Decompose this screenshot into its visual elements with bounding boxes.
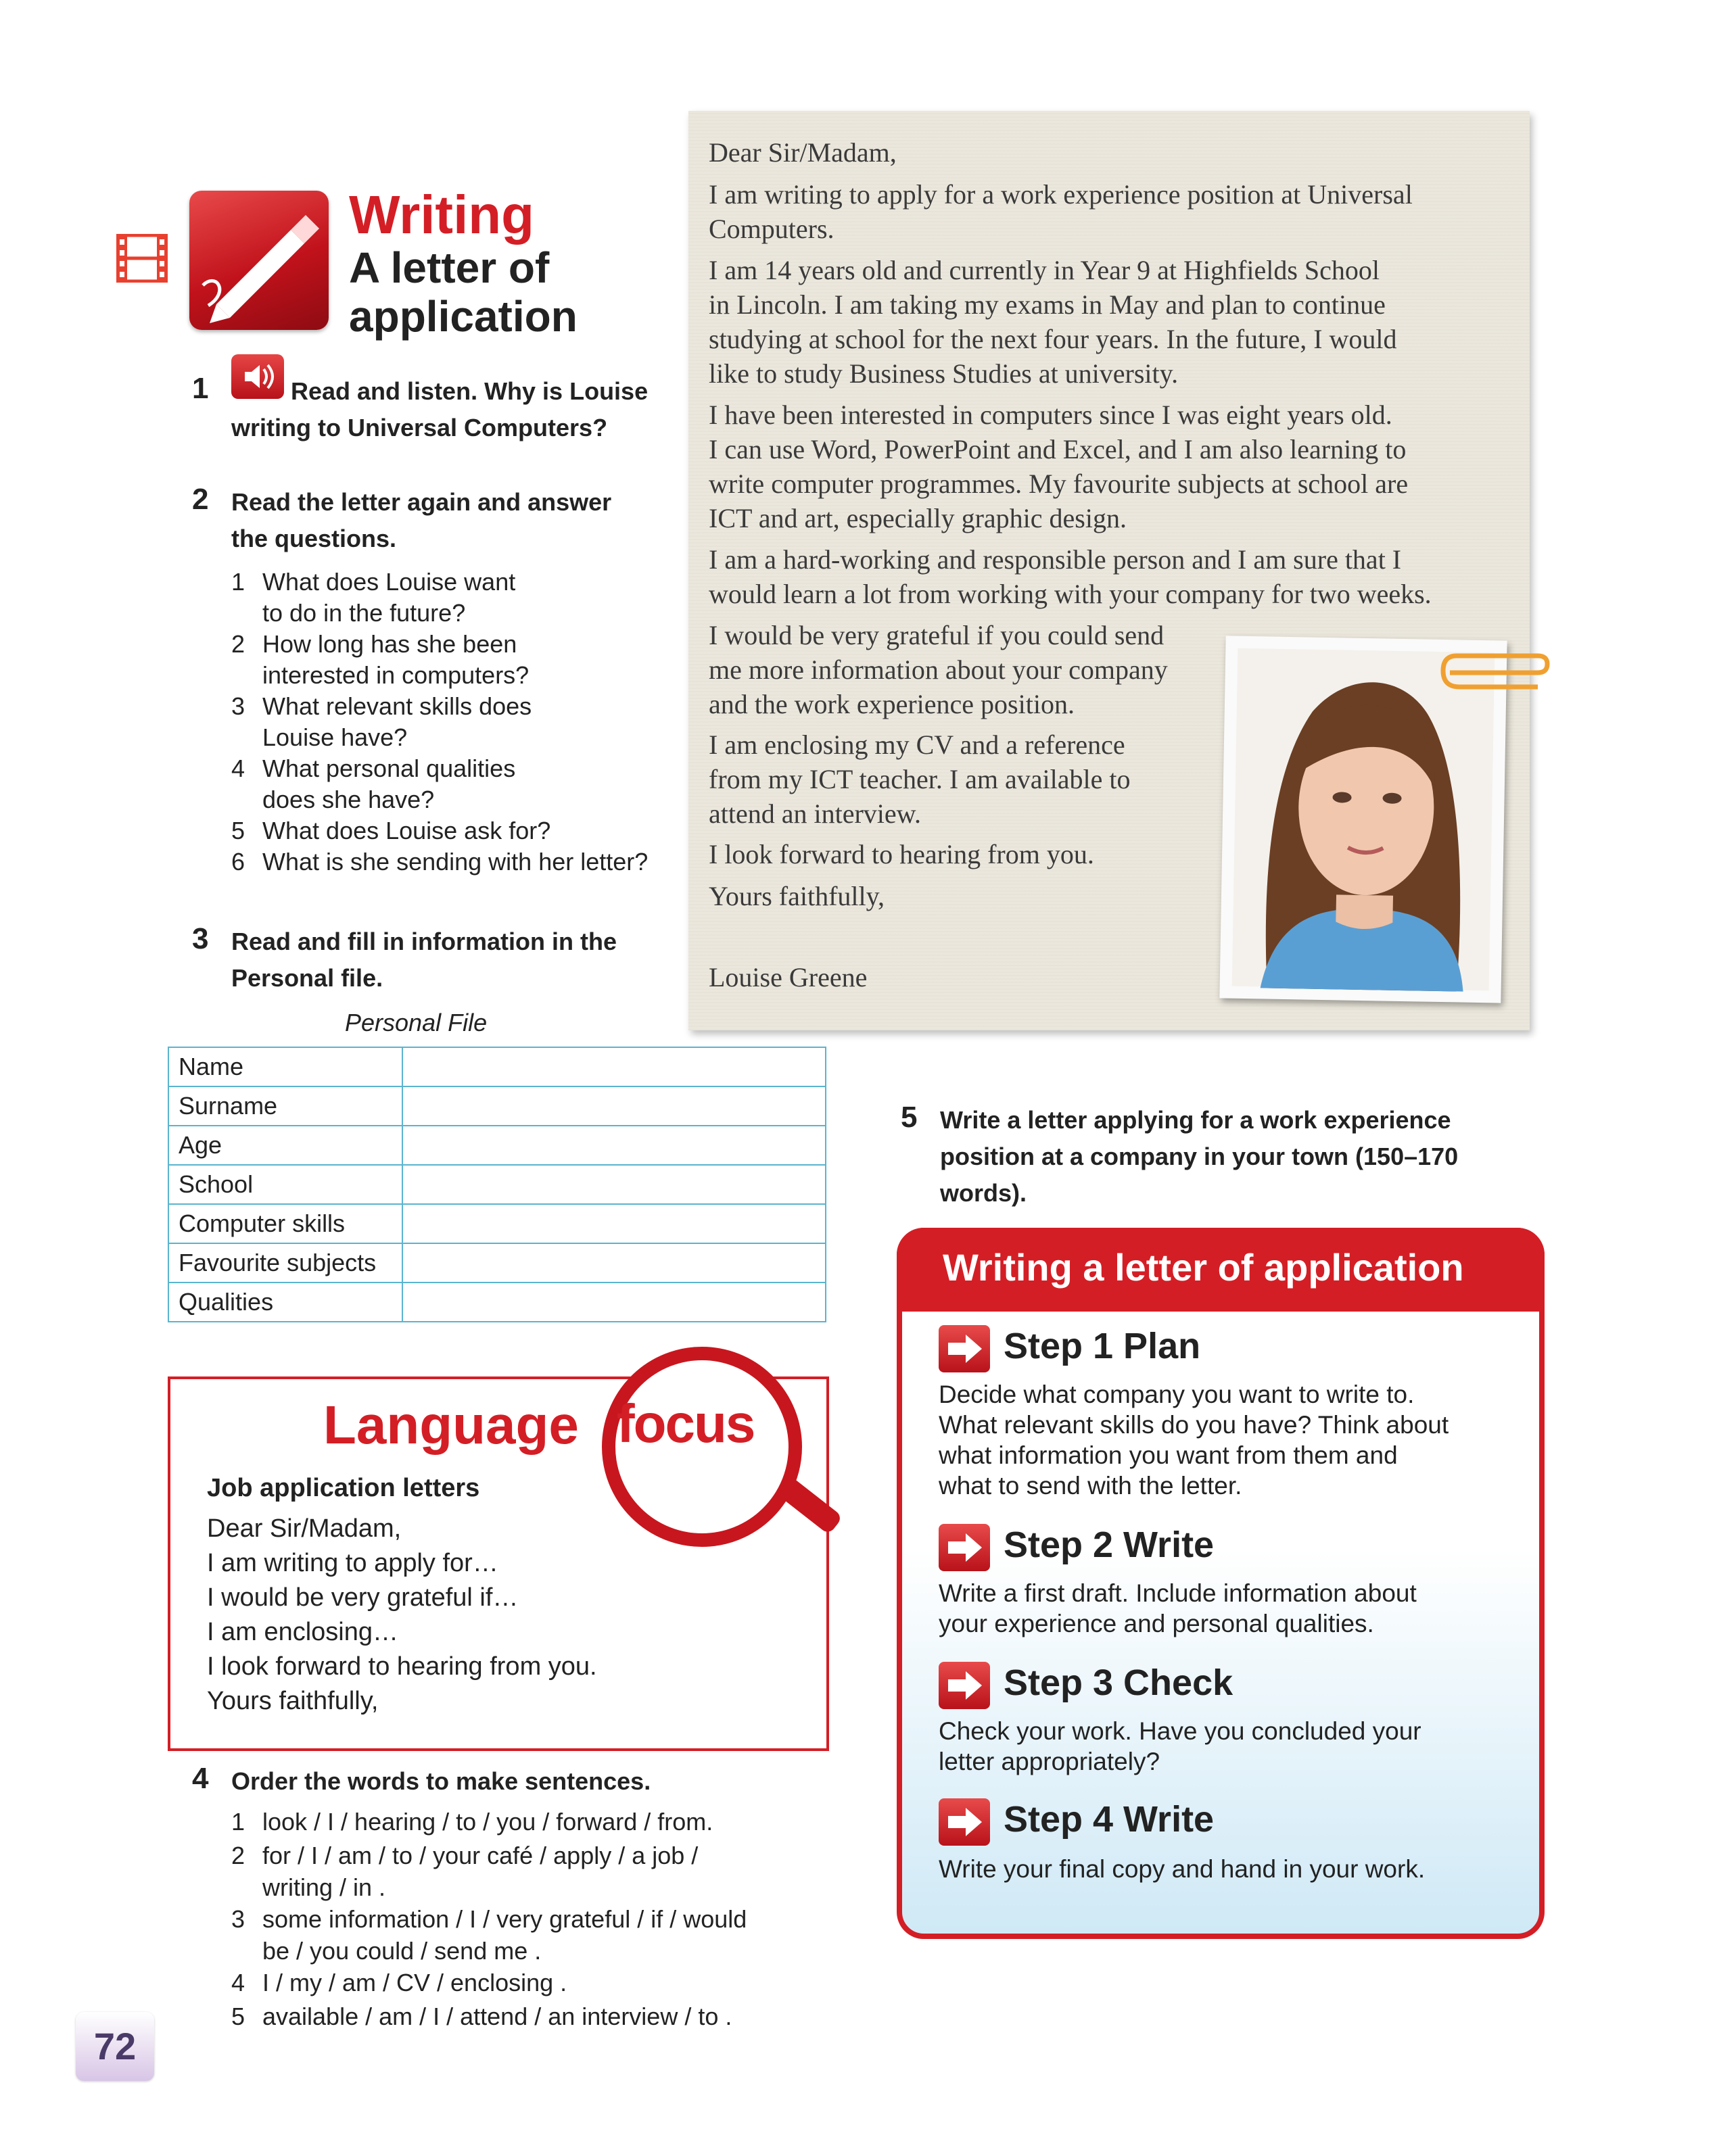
exercise-instruction: Personal file.: [231, 964, 383, 992]
letter-line: I am writing to apply for a work experience position at Universal: [709, 179, 1413, 210]
exercise-instruction: [940, 1102, 1458, 1212]
letter-paragraph: [709, 398, 1408, 535]
row-label: Name: [168, 1047, 402, 1086]
video-icon[interactable]: [116, 234, 168, 283]
letter-line: would learn a lot from working with your company for two weeks.: [709, 579, 1432, 609]
step-heading: Step 3 Check: [1004, 1662, 1233, 1703]
answer-cell[interactable]: [402, 1126, 826, 1165]
list-item-cont: does she have?: [262, 786, 435, 813]
letter-closing: Yours faithfully,: [709, 881, 885, 911]
letter-line: I am a hard-working and responsible person and I am sure that I: [709, 544, 1402, 575]
list-item: I look forward to hearing from you.: [207, 1652, 597, 1681]
section-title: Writing: [349, 185, 535, 245]
step-line: What relevant skills do you have? Think about: [939, 1411, 1449, 1439]
question-list: [231, 567, 691, 878]
instruction-line: position at a company in your town (150–170: [940, 1143, 1459, 1170]
step-line: letter appropriately?: [939, 1748, 1160, 1775]
letter-signature: Louise Greene: [709, 962, 868, 992]
instruction-line: Write a letter applying for a work experience: [940, 1106, 1451, 1134]
row-label: School: [168, 1165, 402, 1204]
list-item: 4 I / my / am / CV / enclosing .: [231, 1969, 567, 1996]
arrow-right-icon: [939, 1798, 990, 1846]
letter-line: I have been interested in computers since I was eight years old.: [709, 400, 1392, 430]
list-item: 2 How long has she been: [231, 630, 517, 658]
list-item-cont: Louise have?: [262, 723, 408, 751]
exercise-number: 3: [192, 922, 209, 955]
table-row: [168, 1126, 826, 1165]
list-item: 6 What is she sending with her letter?: [231, 848, 649, 876]
list-item: 4 What personal qualities: [231, 754, 516, 782]
answer-cell[interactable]: [402, 1086, 826, 1126]
exercise-instruction: Read the letter again and answer: [231, 488, 612, 516]
list-item: I am writing to apply for…: [207, 1549, 498, 1577]
list-item-cont: be / you could / send me .: [262, 1937, 542, 1965]
row-label: Computer skills: [168, 1204, 402, 1243]
list-item: 5 What does Louise ask for?: [231, 817, 551, 844]
table-row: [168, 1086, 826, 1126]
step-heading: Step 4 Write: [1004, 1799, 1215, 1840]
section-subtitle: A letter of application: [349, 243, 578, 341]
arrow-right-icon: [939, 1325, 990, 1372]
list-item: Yours faithfully,: [207, 1687, 379, 1715]
letter-line: and the work experience position.: [709, 689, 1075, 719]
row-label: Favourite subjects: [168, 1243, 402, 1283]
letter-line: in Lincoln. I am taking my exams in May and plan to continue: [709, 289, 1386, 320]
step-line: your experience and personal qualities.: [939, 1610, 1374, 1637]
list-item: 1 What does Louise want: [231, 568, 516, 596]
exercise-number: 5: [901, 1101, 918, 1134]
step-line: Decide what company you want to write to.: [939, 1381, 1415, 1408]
letter-line: me more information about your company: [709, 654, 1168, 685]
step-text: [939, 1716, 1421, 1777]
letter-line: ICT and art, especially graphic design.: [709, 503, 1127, 533]
list-item: I would be very grateful if…: [207, 1583, 519, 1612]
step-line: what information you want from them and: [939, 1441, 1398, 1469]
list-item: I am enclosing…: [207, 1618, 399, 1646]
letter-line: I can use Word, PowerPoint and Excel, and I am also learning to: [709, 434, 1407, 464]
letter-line: I am 14 years old and currently in Year 9 at Highfields School: [709, 255, 1380, 285]
arrow-right-icon: [939, 1524, 990, 1571]
table-row: [168, 1204, 826, 1243]
list-item: 2 for / I / am / to / your café / apply / a job /: [231, 1842, 699, 1869]
step-line: Check your work. Have you concluded your: [939, 1717, 1421, 1745]
list-item: Dear Sir/Madam,: [207, 1514, 402, 1543]
language-focus-title-word: focus: [617, 1393, 755, 1454]
step-heading: Step 1 Plan: [1004, 1326, 1201, 1366]
answer-cell[interactable]: [402, 1047, 826, 1086]
phrase-list: [207, 1512, 597, 1719]
answer-cell[interactable]: [402, 1204, 826, 1243]
letter-line: attend an interview.: [709, 798, 921, 829]
row-label: Age: [168, 1126, 402, 1165]
paperclip-icon: [1436, 653, 1551, 692]
arrow-right-icon: [939, 1662, 990, 1709]
letter-line: from my ICT teacher. I am available to: [709, 764, 1131, 794]
answer-cell[interactable]: [402, 1165, 826, 1204]
table-row: [168, 1283, 826, 1322]
row-label: Qualities: [168, 1283, 402, 1322]
step-text: [939, 1578, 1417, 1639]
exercise-instruction: the questions.: [231, 525, 397, 552]
personal-file-title: Personal File: [345, 1009, 488, 1036]
step-line: Write a first draft. Include information about: [939, 1579, 1417, 1607]
letter-line: I would be very grateful if you could send: [709, 620, 1165, 650]
instruction-line: words).: [940, 1179, 1027, 1207]
list-item-cont: writing / in .: [262, 1873, 386, 1901]
letter-line: I look forward to hearing from you.: [709, 839, 1094, 869]
page-number-text: 72: [93, 2025, 137, 2067]
language-focus-title: Language: [323, 1395, 579, 1455]
letter-line: studying at school for the next four years. In the future, I would: [709, 324, 1397, 354]
exercise-number: 2: [192, 483, 209, 516]
exercise-instruction: Order the words to make sentences.: [231, 1767, 651, 1795]
page-number: [76, 2012, 154, 2081]
exercise-number: 1: [192, 372, 209, 405]
exercise-instruction: writing to Universal Computers?: [231, 414, 608, 441]
table-row: [168, 1243, 826, 1283]
pen-icon: [189, 191, 329, 330]
table-row: [168, 1047, 826, 1086]
exercise-instruction: Read and listen. Why is Louise: [291, 377, 649, 405]
list-item-cont: to do in the future?: [262, 599, 466, 627]
table-row: [168, 1165, 826, 1204]
language-focus-subtitle: Job application letters: [207, 1474, 480, 1502]
letter-paragraph: [709, 618, 1168, 721]
letter-line: Computers.: [709, 214, 834, 244]
letter-line: I am enclosing my CV and a reference: [709, 729, 1125, 760]
letter-salutation: Dear Sir/Madam,: [709, 137, 897, 168]
steps-title: Writing a letter of application: [943, 1246, 1464, 1289]
list-item: 1 look / I / hearing / to / you / forward / from.: [231, 1808, 713, 1836]
letter-line: write computer programmes. My favourite subjects at school are: [709, 469, 1409, 499]
audio-icon[interactable]: [231, 354, 284, 399]
answer-cell[interactable]: [402, 1283, 826, 1322]
sentence-list: [231, 1805, 840, 2034]
step-text: [939, 1379, 1449, 1501]
letter-paragraph: [709, 727, 1130, 831]
step-heading: Step 2 Write: [1004, 1525, 1215, 1565]
letter-paragraph: [709, 253, 1397, 391]
personal-file-table: [168, 1047, 826, 1322]
answer-cell[interactable]: [402, 1243, 826, 1283]
list-item: 3 some information / I / very grateful / if / would: [231, 1905, 747, 1933]
step-line: what to send with the letter.: [939, 1472, 1242, 1500]
exercise-number: 4: [192, 1762, 209, 1795]
list-item: 5 available / am / I / attend / an interview / to .: [231, 2003, 732, 2030]
letter-line: like to study Business Studies at university.: [709, 358, 1179, 389]
step-text: [939, 1854, 1425, 1884]
list-item-cont: interested in computers?: [262, 661, 530, 689]
list-item: 3 What relevant skills does: [231, 692, 532, 720]
step-line: Write your final copy and hand in your work.: [939, 1855, 1426, 1883]
exercise-instruction: Read and fill in information in the: [231, 928, 617, 955]
letter-paragraph: [709, 177, 1413, 246]
letter-paragraph: [709, 542, 1432, 611]
row-label: Surname: [168, 1086, 402, 1126]
